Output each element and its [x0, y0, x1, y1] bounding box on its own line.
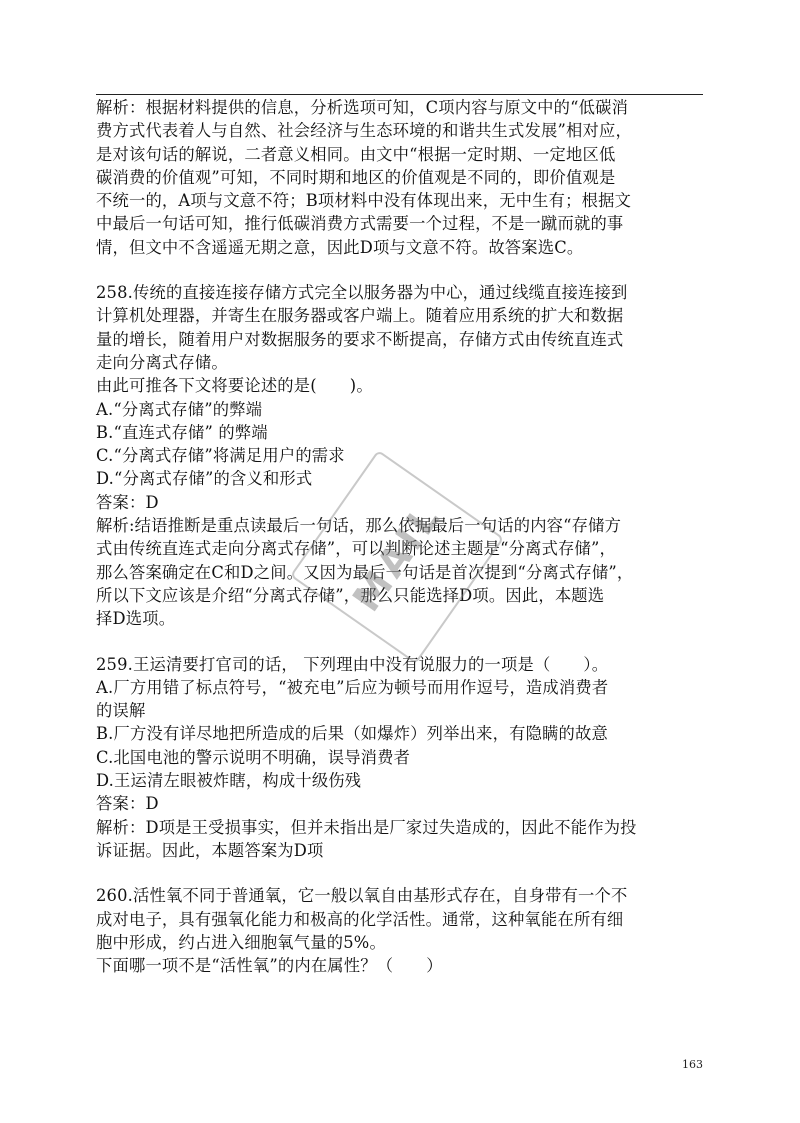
text-line: 解析：根据材料提供的信息，分析选项可知，C项内容与原文中的“低碳消	[96, 98, 629, 117]
answer: 答案：D	[96, 492, 159, 512]
option-a: A.“分离式存储”的弊端	[96, 399, 263, 419]
text-line: 中最后一句话可知，推行低碳消费方式需要一个过程，不是一蹴而就的事	[96, 214, 624, 234]
question-stem: 由此可推各下文将要论述的是( )。	[96, 376, 373, 396]
question-stem: 259.王运清要打官司的话， 下列理由中没有说服力的一项是（ ）。	[96, 654, 609, 674]
text-line: 不统一的，A项与文意不符；B项材料中没有体现出来，无中生有；根据文	[96, 191, 632, 211]
analysis-line: 解析：D项是王受损事实，但并未指出是厂家过失造成的，因此不能作为投	[96, 817, 637, 837]
text-line: 碳消费的价值观”可知，不同时期和地区的价值观是不同的，即价值观是	[96, 167, 616, 187]
analysis-257	[96, 96, 703, 259]
option-c: C.“分离式存储”将满足用户的需求	[96, 446, 345, 466]
question-259	[96, 653, 703, 863]
analysis-line: 择D选项。	[96, 609, 176, 629]
analysis-line: 解析:结语推断是重点读最后一句话，那么依据最后一句话的内容“存储方	[96, 516, 622, 536]
answer: 答案：D	[96, 794, 159, 814]
passage-line: 260.活性氧不同于普通氧，它一般以氧自由基形式存在，自身带有一个不	[96, 886, 628, 906]
text-line: 费方式代表着人与自然、社会经济与生态环境的和谐共生式发展”相对应，	[96, 121, 632, 141]
page-number: 163	[682, 1058, 703, 1071]
passage-line: 走向分离式存储。	[96, 352, 228, 372]
question-stem: 下面哪一项不是“活性氧”的内在属性？（ ）	[96, 956, 443, 976]
option-b: B.厂方没有详尽地把所造成的后果（如爆炸）列举出来，有隐瞒的故意	[96, 724, 608, 744]
option-d: D.王运清左眼被炸瞎，构成十级伤残	[96, 771, 362, 791]
text-line: 是对该句话的解说，二者意义相同。由文中“根据一定时期、一定地区低	[96, 144, 616, 164]
text-line: 情，但文中不含遥遥无期之意，因此D项与文意不符。故答案选C。	[96, 237, 584, 257]
header-rule	[96, 94, 703, 95]
option-d: D.“分离式存储”的含义和形式	[96, 469, 313, 489]
option-a: A.厂方用错了标点符号，“被充电”后应为顿号而用作逗号，造成消费者	[96, 677, 609, 697]
option-b: B.“直连式存储” 的弊端	[96, 422, 268, 442]
question-260	[96, 884, 703, 977]
passage-line: 258.传统的直接连接存储方式完全以服务器为中心，通过线缆直接连接到	[96, 283, 628, 303]
passage-line: 胞中形成，约占进入细胞氧气量的5%。	[96, 932, 386, 952]
passage-line: 计算机处理器，并寄生在服务器或客户端上。随着应用系统的扩大和数据	[96, 306, 624, 326]
analysis-line: 所以下文应该是介绍“分离式存储”，那么只能选择D项。因此，本题选	[96, 585, 605, 605]
analysis-line: 那么答案确定在C和D之间。又因为最后一句话是首次提到“分离式存储”，	[96, 562, 634, 582]
watermark-stamp: MAIL	[290, 450, 504, 664]
analysis-line: 式由传统直连式走向分离式存储”，可以判断论述主题是“分离式存储”，	[96, 539, 617, 559]
passage-line: 量的增长，随着用户对数据服务的要求不断提高，存储方式由传统直连式	[96, 329, 624, 349]
analysis-line: 诉证据。因此，本题答案为D项	[96, 840, 324, 860]
option-c: C.北国电池的警示说明不明确，误导消费者	[96, 747, 411, 767]
option-a-continued: 的误解	[96, 701, 146, 721]
passage-line: 成对电子，具有强氧化能力和极高的化学活性。通常，这种氧能在所有细	[96, 909, 624, 929]
